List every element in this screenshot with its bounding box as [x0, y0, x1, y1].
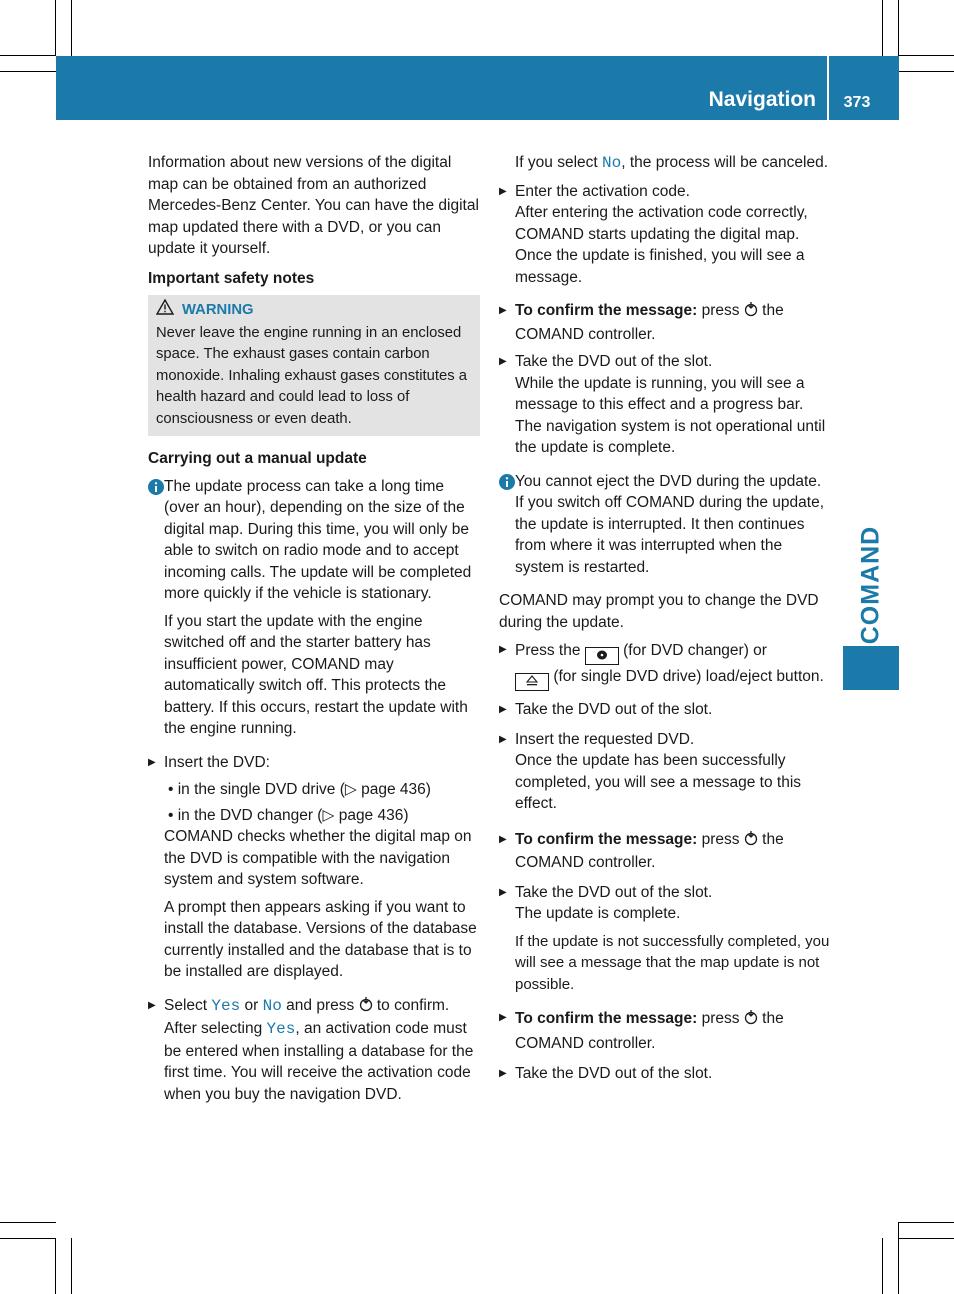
no-option: No [262, 996, 282, 1015]
left-column [148, 152, 480, 1117]
triangle-bullet-icon: ▶ [499, 833, 507, 845]
right-column [499, 152, 831, 1091]
step-confirm [499, 1007, 831, 1055]
warning-triangle-icon [156, 299, 174, 323]
warning-text: Never leave the engine running in an enclosed space. The exhaust gases contain carbon monoxide. Inhaling exhaust gases constitutes a health hazard and could lead to loss of consciousness or even death. [156, 324, 467, 427]
text-fragment: After selecting [164, 1020, 263, 1037]
step-text: Once the update has been successfully completed, you will see a message to this effect. [515, 752, 802, 812]
triangle-bullet-icon: ▶ [499, 733, 507, 745]
step-text: If the update is not successfully completed, you will see a message that the map update is not possible. [515, 932, 830, 993]
step-insert-requested [499, 729, 831, 821]
triangle-bullet-icon: ▶ [499, 886, 507, 898]
side-tab-block [843, 646, 899, 690]
step-label: Insert the requested DVD. [515, 730, 695, 748]
triangle-bullet-icon: ▶ [499, 1068, 507, 1079]
section-title: Navigation [708, 88, 816, 111]
text-fragment: and press [286, 996, 355, 1014]
step-take-dvd [499, 699, 831, 721]
text-fragment: press [701, 1010, 740, 1027]
text-fragment: the COMAND controller. [515, 1010, 784, 1052]
step-confirm [499, 829, 831, 874]
manual-update-heading: Carrying out a manual update [148, 450, 367, 467]
note-paragraph: The update process can take a long time (over an hour), depending on the size of the digital map. During this time, you will only be able to switch on radio mode and to accept incoming calls. The update will be completed more quickly if the vehicle is stationary. [164, 477, 472, 602]
controller-press-icon [359, 997, 373, 1019]
step-label: Take the DVD out of the slot. [515, 883, 713, 901]
text-fragment: to confirm. [376, 996, 450, 1014]
text-fragment: press [701, 302, 740, 319]
step-bold-label: To confirm the message: [515, 302, 698, 319]
warning-label: WARNING [182, 302, 254, 318]
text-fragment: the COMAND controller. [515, 830, 784, 871]
info-icon [499, 471, 515, 585]
step-text: After entering the activation code correctly, COMAND starts updating the digital map. Once the update is finished, you will see a message. [515, 204, 808, 286]
step-label: Take the DVD out of the slot. [515, 1065, 713, 1082]
step-label: Enter the activation code. [515, 182, 690, 200]
info-icon [148, 476, 164, 746]
step-label: Insert the DVD: [164, 753, 270, 771]
text-fragment: , an activation code must be entered when installing a database for the first time. You will receive the activation code when you buy the navigation DVD. [164, 1020, 474, 1103]
text-fragment: press [701, 830, 740, 848]
controller-press-icon [744, 831, 758, 853]
step-text: COMAND checks whether the digital map on the DVD is compatible with the navigation system and system software. [164, 828, 472, 888]
triangle-bullet-icon: ▶ [499, 356, 507, 367]
triangle-bullet-icon: ▶ [499, 1012, 507, 1023]
controller-press-icon [744, 302, 758, 324]
dvd-changer-key-icon [585, 647, 619, 665]
note-paragraph: If you start the update with the engine switched off and the starter battery has insufficient power, COMAND may automatically switch off. This protects the battery. If this occurs, restart the update with the engine running. [164, 612, 468, 737]
info-note [499, 471, 831, 585]
step-take-dvd [499, 351, 831, 465]
text-fragment: the COMAND controller. [515, 302, 784, 343]
step-bold-label: To confirm the message: [515, 1010, 698, 1027]
prompt-text: COMAND may prompt you to change the DVD during the update. [499, 592, 819, 631]
eject-key-icon [515, 673, 549, 691]
triangle-bullet-icon: ▶ [499, 704, 507, 715]
text-fragment: (for DVD changer) or [623, 642, 767, 659]
step-bold-label: To confirm the message: [515, 830, 698, 848]
warning-box [148, 295, 480, 436]
text-fragment: or [244, 996, 259, 1014]
triangle-bullet-icon: ▶ [148, 999, 156, 1011]
step-text: A prompt then appears asking if you want to install the database. Versions of the database currently installed and the database that is to be installed are displayed. [164, 898, 477, 980]
list-item: • in the single DVD drive (▷ page 436) [168, 781, 431, 798]
step-text: While the update is running, you will see a message to this effect and a progress bar. The navigation system is not operational until the update is complete. [515, 374, 826, 456]
step-text [164, 995, 480, 1106]
safety-heading: Important safety notes [148, 269, 315, 287]
header-divider [827, 56, 829, 120]
cancel-text [499, 152, 831, 175]
text-fragment: (for single DVD drive) load/eject button. [553, 668, 824, 685]
step-enter-code [499, 181, 831, 295]
step-label: Take the DVD out of the slot. [515, 701, 713, 718]
side-tab-label: COMAND [856, 525, 885, 645]
controller-press-icon [744, 1009, 758, 1032]
intro-paragraph: Information about new versions of the digital map can be obtained from an authorized Mercedes-Benz Center. You can have the digital map updated there with a DVD, or you can update it yourself. [148, 154, 479, 257]
text-fragment: Press the [515, 642, 581, 659]
no-option: No [602, 154, 622, 172]
step-press-eject [499, 639, 831, 691]
step-insert-dvd [148, 752, 480, 989]
step-select [148, 995, 480, 1112]
info-note [148, 476, 480, 746]
step-take-dvd [499, 882, 831, 1002]
yes-option: Yes [211, 996, 241, 1015]
step-confirm [499, 300, 831, 345]
triangle-bullet-icon: ▶ [499, 305, 507, 316]
step-take-dvd [499, 1063, 831, 1085]
list-item: • in the DVD changer (▷ page 436) [168, 806, 409, 824]
text-fragment: , the process will be canceled. [621, 154, 829, 171]
text-fragment: If you select [515, 154, 598, 171]
page-number: 373 [843, 94, 871, 111]
step-label: Take the DVD out of the slot. [515, 353, 713, 370]
triangle-bullet-icon: ▶ [148, 756, 156, 768]
yes-option: Yes [266, 1020, 296, 1038]
triangle-bullet-icon: ▶ [499, 185, 507, 197]
text-fragment: Select [164, 996, 208, 1014]
step-text: The update is complete. [515, 905, 681, 922]
note-paragraph: You cannot eject the DVD during the update. If you switch off COMAND during the update, the update is interrupted. It then continues from where it was interrupted when the system is restarted. [515, 472, 825, 576]
triangle-bullet-icon: ▶ [499, 644, 507, 655]
